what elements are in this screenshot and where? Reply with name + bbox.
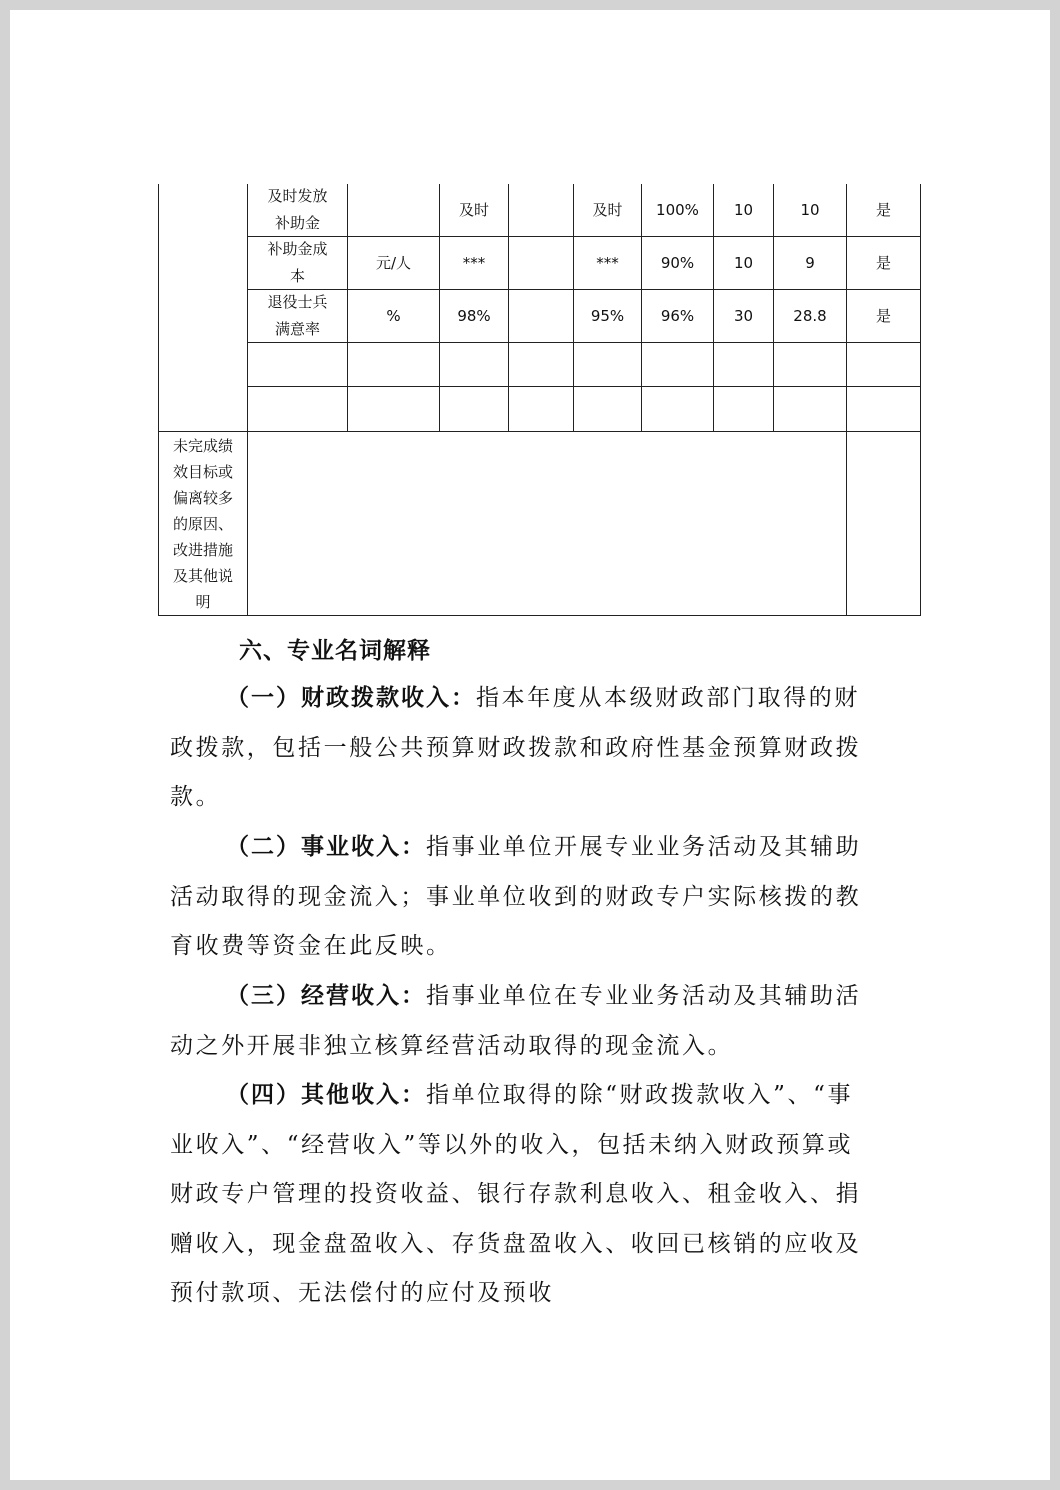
target-cell: 98%	[457, 306, 491, 325]
weight-cell: 10	[733, 200, 754, 219]
blank-cell	[509, 290, 573, 342]
definition-term: （一）财政拨款收入：	[226, 685, 476, 711]
definition-text: 指事业单位开展专业业务活动及其辅助活动取得的现金流入；事业单位收到的财政专户实际核拨的教育收费等资金在此反映。	[170, 834, 862, 960]
definition-text: 指事业单位在专业业务活动及其辅助活动之外开展非独立核算经营活动取得的现金流入。	[170, 983, 862, 1059]
definition-term: （四）其他收入：	[226, 1082, 426, 1108]
definition-paragraph	[170, 972, 870, 1071]
pass-cell: 是	[875, 253, 891, 272]
score-cell: 10	[800, 200, 820, 219]
target-cell: 及时	[458, 200, 489, 219]
definition-paragraph	[170, 674, 870, 823]
section-heading: 六、专业名词解释	[239, 638, 431, 664]
rate-cell: 96%	[660, 306, 695, 325]
definition-paragraph	[170, 823, 870, 972]
score-cell: 9	[805, 253, 815, 272]
rate-cell: 90%	[660, 253, 695, 272]
indicator-cell: 及时发放 补助金	[267, 187, 328, 232]
definition-paragraph	[170, 1071, 870, 1319]
definition-text: 指本年度从本级财政部门取得的财政拨款，包括一般公共预算财政拨款和政府性基金预算财政拨款。	[170, 685, 862, 811]
blank-cell	[509, 237, 573, 289]
weight-cell: 10	[733, 253, 754, 272]
pass-cell: 是	[875, 306, 891, 325]
indicator-cell: 退役士兵 满意率	[267, 293, 328, 338]
actual-cell: 及时	[592, 200, 623, 219]
definition-text: 指单位取得的除“财政拨款收入”、“事业收入”、“经营收入”等以外的收入，包括未纳入财政预算或财政专户管理的投资收益、银行存款利息收入、租金收入、捐赠收入，现金盘盈收入、存货盘盈收入、收回已核销的应收及预付款项、无法偿付的应付及预收	[170, 1082, 862, 1307]
unit-cell: 元/人	[375, 253, 412, 272]
actual-cell: ***	[596, 253, 619, 272]
definition-term: （三）经营收入：	[226, 983, 426, 1009]
weight-cell: 30	[733, 306, 754, 325]
indicator-cell: 补助金成 本	[267, 240, 328, 285]
notes-value	[248, 432, 846, 615]
notes-label: 未完成绩 效目标或 偏离较多 的原因、 改进措施 及其他说 明	[172, 436, 233, 611]
blank-cell	[509, 184, 573, 236]
unit-cell	[348, 184, 439, 236]
rate-cell: 100%	[656, 200, 699, 219]
document-page	[10, 10, 1050, 1480]
definition-term: （二）事业收入：	[226, 834, 426, 860]
target-cell: ***	[462, 253, 486, 272]
score-cell: 28.8	[793, 306, 827, 325]
unit-cell: %	[386, 306, 401, 325]
pass-cell: 是	[875, 200, 891, 219]
actual-cell: 95%	[590, 306, 625, 325]
